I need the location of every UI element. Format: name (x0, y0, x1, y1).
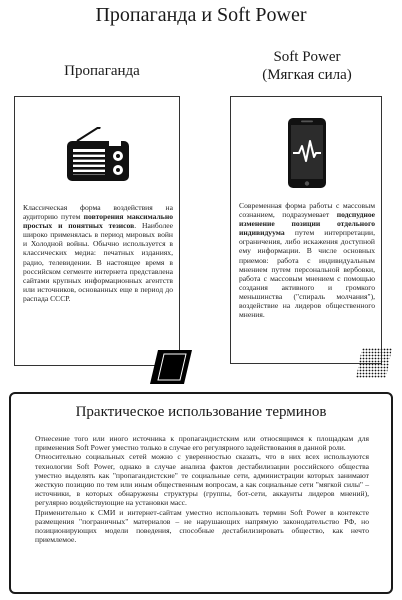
practical-paragraph: Относительно социальных сетей можно с уверенностью сказать, что в них всех используются технологии Soft Power, однако в случае анализа фактов дестабилизации российского общества уместно выделять как "пропагандистские" те социальные сети, администрации которых занимают жесткую позицию по тем или иным общественным вопросам, а как социальные сети "мягкой силы" – источники, в которых обнаружены структуры (группы, бот-сети, аккаунты лидеров мнений), регулярно воздействующие на установки масс. (35, 452, 369, 508)
practical-paragraph: Отнесение того или иного источника к пропагандистским или относящимся к площадкам для применения Soft Power уместно только в случае его регулярного задействования в данной роли. (35, 434, 369, 453)
soft-power-heading-line2: (Мягкая сила) (262, 67, 352, 83)
propaganda-heading: Пропаганда (64, 63, 140, 79)
propaganda-text: Классическая форма воздействия на аудиторию путем повторения максимально простых и понятных тезисов. Наиболее широко применялась в период мировых войн и Холодной войны. Обычно используется в классических медиа: печатных изданиях, радио, телевидении. В настоящее время в российском сегменте интернета представлена сайтами крупных информационных агентств или источников, основанных еще в период до распада СССР. (23, 203, 173, 303)
left-card-corner-accent (150, 350, 192, 384)
page-title: Пропаганда и Soft Power (95, 4, 307, 26)
soft-power-heading-line1: Soft Power (273, 49, 341, 65)
radio-icon (65, 127, 131, 185)
practical-usage-box (9, 392, 393, 594)
practical-usage-body (35, 434, 369, 544)
smartphone-pulse-icon (287, 117, 327, 189)
propaganda-key-phrase: повторения максимально простых и понятных тезисов (23, 212, 173, 231)
soft-power-text: Современная форма работы с массовым сознанием, подразумевает подспудное изменение позиции отдельного индивидуума путем интерпретации, ограничения, либо искажения доступной ему информации. В числе основных приемов: работа с индивидуальным мнением путем персональной вербовки, работа с массовым мнением с помощью создания активного и громкого меньшинства ("спираль молчания"), воздействие на лидеров общественного мнения. (239, 201, 375, 320)
soft-power-key-phrase: подспудное изменение позиции отдельного индивидуума (239, 210, 375, 238)
soft-power-heading (222, 48, 392, 84)
soft-power-card (230, 96, 382, 364)
propaganda-card (14, 96, 180, 366)
practical-paragraph: Применительно к СМИ и интернет-сайтам уместно использовать термин Soft Power в контексте размещения "пограничных" материалов – не нарушающих напрямую законодательство РФ, но позиционирующих модели поведения, способные дестабилизировать общество, как нечто приемлемое. (35, 507, 369, 545)
right-card-corner-accent (356, 348, 392, 378)
practical-usage-title: Практическое использование терминов (75, 404, 327, 420)
